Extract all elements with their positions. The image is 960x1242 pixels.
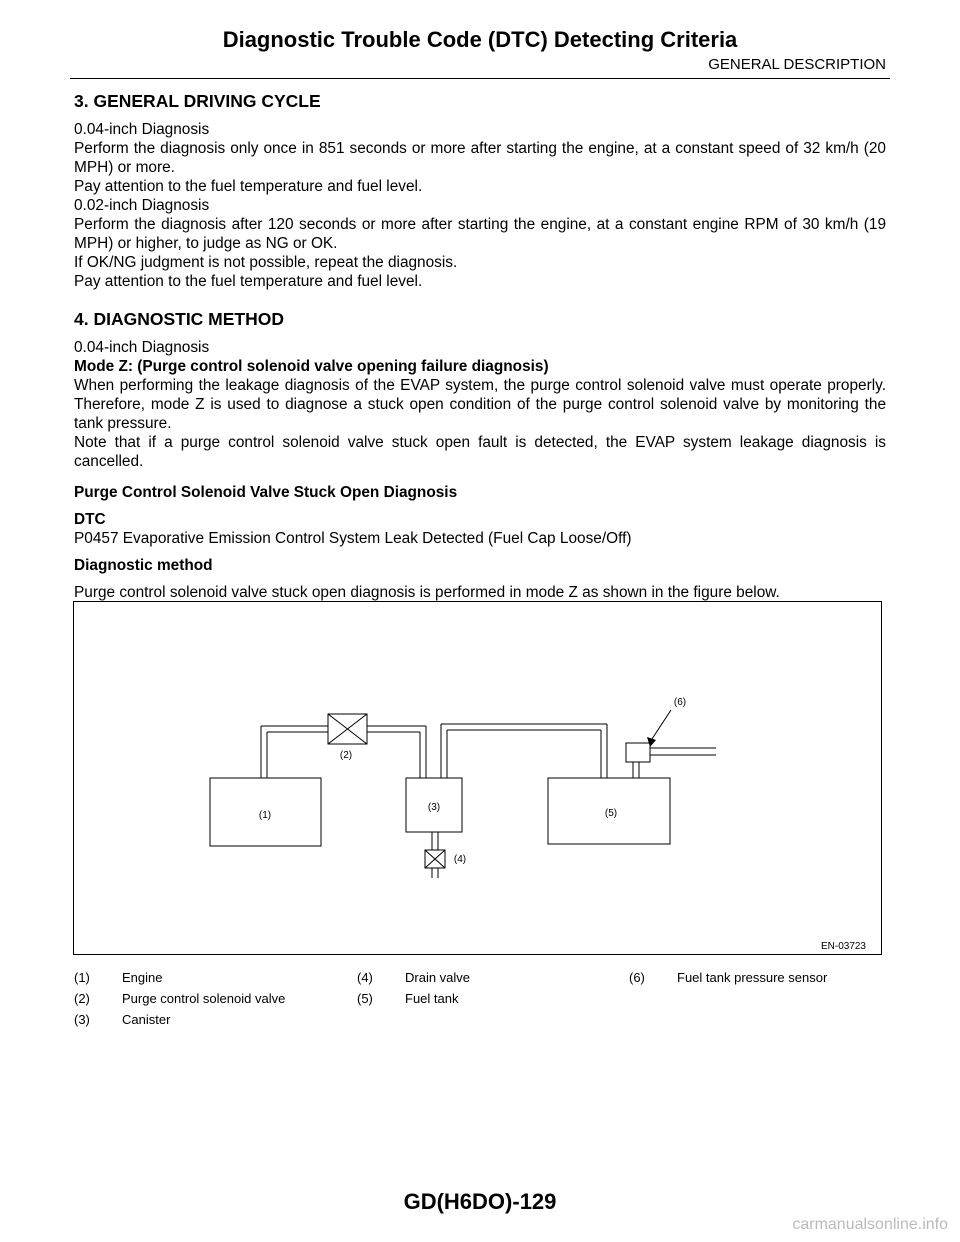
page-number: GD(H6DO)-129 [403, 1189, 557, 1214]
method-label: Diagnostic method [74, 557, 213, 574]
legend-item [357, 970, 470, 985]
legend-item [74, 970, 162, 985]
watermark: carmanualsonline.info [792, 1216, 948, 1233]
page-title: Diagnostic Trouble Code (DTC) Detecting Criteria [222, 27, 738, 52]
method-text: Purge control solenoid valve stuck open diagnosis is performed in mode Z as shown in the figure below. [74, 584, 780, 601]
mode-title: Mode Z: (Purge control solenoid valve opening failure diagnosis) [74, 358, 549, 375]
section-4-body [74, 338, 886, 471]
legend-num: (5) [357, 991, 373, 1006]
legend-num: (3) [74, 1012, 90, 1027]
legend-text: Purge control solenoid valve [122, 991, 286, 1006]
legend-text: Fuel tank pressure sensor [677, 970, 828, 985]
header-divider [70, 78, 890, 79]
text-line: Pay attention to the fuel temperature and fuel level. [74, 178, 423, 195]
engine-label: (1) [258, 810, 272, 821]
text-line: Note that if a purge control solenoid valve stuck open fault is detected, the EVAP system leakage diagnosis is cancelled. [74, 434, 886, 470]
text-line: Perform the diagnosis only once in 851 seconds or more after starting the engine, at a constant speed of 32 km/h (20 MPH) or more. [74, 140, 886, 176]
purge-valve-label: (2) [339, 750, 353, 761]
section-4-heading: 4. DIAGNOSTIC METHOD [74, 309, 285, 329]
text-line: 0.04-inch Diagnosis [74, 339, 210, 356]
evap-diagram [73, 601, 882, 955]
legend-num: (4) [357, 970, 373, 985]
purge-valve-icon [328, 714, 367, 744]
pressure-sensor-box [626, 743, 650, 762]
legend-item [629, 970, 827, 985]
section-3-heading: 3. GENERAL DRIVING CYCLE [74, 91, 321, 111]
legend-text: Engine [122, 970, 163, 985]
section-3-body [74, 120, 886, 291]
drain-valve-icon [425, 850, 445, 868]
fuel-tank-label: (5) [604, 808, 618, 819]
text-line: 0.02-inch Diagnosis [74, 197, 210, 214]
dtc-text: P0457 Evaporative Emission Control System Leak Detected (Fuel Cap Loose/Off) [74, 530, 632, 547]
text-line: When performing the leakage diagnosis of the EVAP system, the purge control solenoid valve must operate properly. Therefore, mode Z is used to diagnose a stuck open condition of the purge control solenoid valve by monitoring the tank pressure. [74, 377, 886, 432]
figure-id: EN-03723 [820, 941, 866, 952]
legend-text: Fuel tank [405, 991, 459, 1006]
legend-item [74, 1012, 170, 1027]
drain-valve-label: (4) [453, 854, 467, 865]
main-content [74, 90, 886, 602]
legend-num: (6) [629, 970, 645, 985]
legend-text: Drain valve [405, 970, 471, 985]
legend-item [74, 991, 285, 1006]
sensor-leader [650, 710, 671, 742]
sensor-label: (6) [673, 697, 687, 708]
canister-label: (3) [427, 802, 441, 813]
dtc-label: DTC [74, 511, 106, 528]
section-subtitle: GENERAL DESCRIPTION [708, 56, 886, 73]
legend-num: (2) [74, 991, 90, 1006]
text-line: If OK/NG judgment is not possible, repeat the diagnosis. [74, 254, 458, 271]
legend-num: (1) [74, 970, 90, 985]
text-line: 0.04-inch Diagnosis [74, 121, 210, 138]
legend-item [357, 991, 458, 1006]
sub-heading: Purge Control Solenoid Valve Stuck Open Diagnosis [74, 484, 458, 501]
text-line: Perform the diagnosis after 120 seconds or more after starting the engine, at a constant engine RPM of 30 km/h (19 MPH) or higher, to judge as NG or OK. [74, 216, 886, 252]
legend-text: Canister [122, 1012, 171, 1027]
canister-tank-pipe [441, 724, 607, 778]
text-line: Pay attention to the fuel temperature and fuel level. [74, 273, 423, 290]
